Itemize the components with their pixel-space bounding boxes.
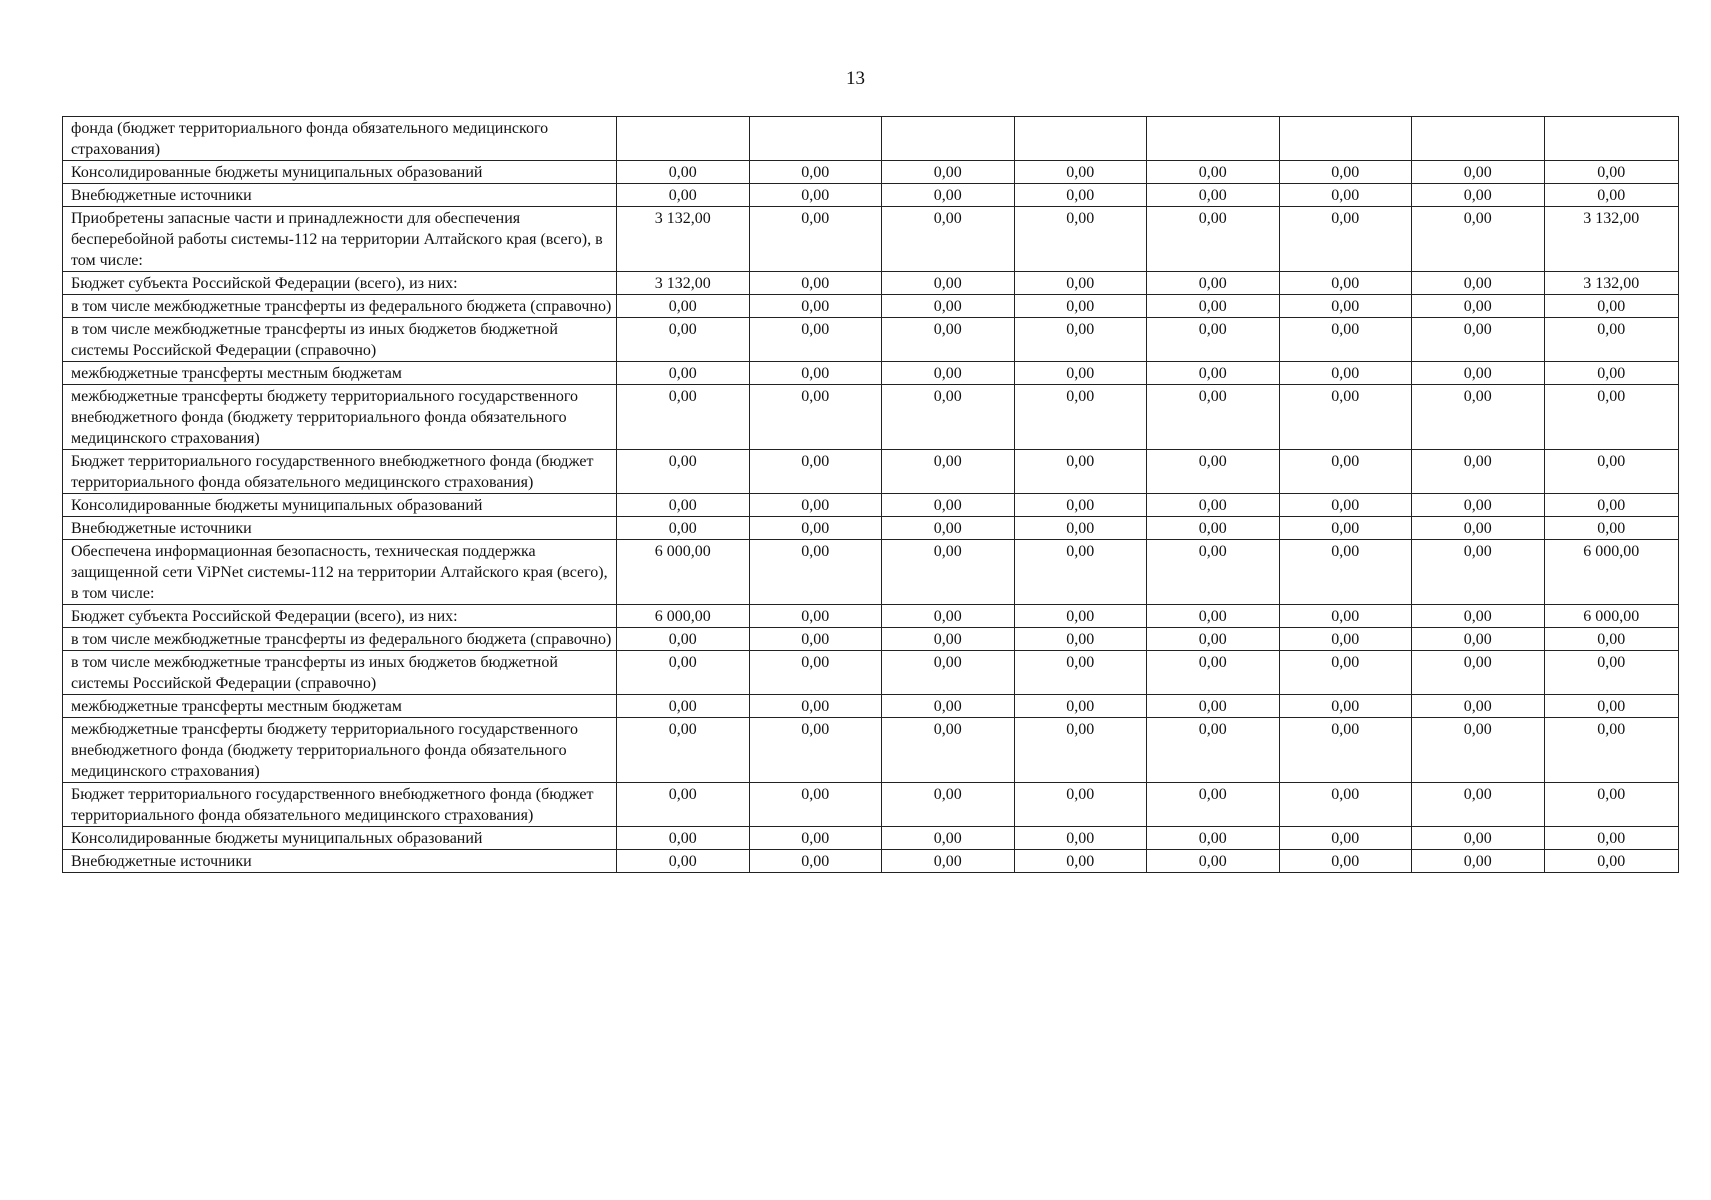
value-cell: 0,00 <box>1544 494 1679 517</box>
value-cell: 0,00 <box>1544 850 1679 873</box>
row-label: Внебюджетные источники <box>63 184 617 207</box>
value-cell: 0,00 <box>749 385 882 450</box>
value-cell: 0,00 <box>1014 362 1147 385</box>
value-cell: 0,00 <box>1412 827 1545 850</box>
budget-table-body <box>63 117 1679 873</box>
value-cell: 0,00 <box>1412 272 1545 295</box>
value-cell: 0,00 <box>882 850 1015 873</box>
page-number: 13 <box>846 68 865 89</box>
value-cell: 0,00 <box>1279 850 1412 873</box>
value-cell: 0,00 <box>1279 207 1412 272</box>
value-cell: 0,00 <box>1412 850 1545 873</box>
table-row <box>63 540 1679 605</box>
value-cell: 0,00 <box>1279 385 1412 450</box>
value-cell: 0,00 <box>749 494 882 517</box>
value-cell: 6 000,00 <box>1544 540 1679 605</box>
value-cell: 0,00 <box>617 318 750 362</box>
row-label: Консолидированные бюджеты муниципальных образований <box>63 494 617 517</box>
row-label: в том числе межбюджетные трансферты из иных бюджетов бюджетной системы Российской Федерации (справочно) <box>63 318 617 362</box>
value-cell <box>749 117 882 161</box>
value-cell: 0,00 <box>882 605 1015 628</box>
value-cell <box>1014 117 1147 161</box>
table-row <box>63 718 1679 783</box>
value-cell: 0,00 <box>1147 850 1280 873</box>
value-cell: 0,00 <box>882 450 1015 494</box>
value-cell: 0,00 <box>749 362 882 385</box>
value-cell: 0,00 <box>749 517 882 540</box>
value-cell: 0,00 <box>882 695 1015 718</box>
value-cell: 0,00 <box>1147 295 1280 318</box>
value-cell: 0,00 <box>617 362 750 385</box>
value-cell: 0,00 <box>1147 318 1280 362</box>
value-cell: 3 132,00 <box>1544 207 1679 272</box>
value-cell: 0,00 <box>617 827 750 850</box>
value-cell: 0,00 <box>617 494 750 517</box>
table-row <box>63 385 1679 450</box>
value-cell: 0,00 <box>1412 161 1545 184</box>
value-cell: 0,00 <box>1279 362 1412 385</box>
value-cell: 0,00 <box>1544 362 1679 385</box>
table-row <box>63 295 1679 318</box>
table-row <box>63 605 1679 628</box>
table-row <box>63 850 1679 873</box>
row-label: Бюджет территориального государственного внебюджетного фонда (бюджет территориального фонда обязательного медицинского страхования) <box>63 783 617 827</box>
value-cell: 0,00 <box>1014 783 1147 827</box>
table-row <box>63 450 1679 494</box>
row-label: Консолидированные бюджеты муниципальных образований <box>63 827 617 850</box>
value-cell <box>1412 117 1545 161</box>
value-cell: 0,00 <box>1412 184 1545 207</box>
value-cell: 0,00 <box>882 783 1015 827</box>
value-cell: 3 132,00 <box>617 272 750 295</box>
value-cell: 0,00 <box>1544 184 1679 207</box>
row-label: в том числе межбюджетные трансферты из федерального бюджета (справочно) <box>63 628 617 651</box>
value-cell: 0,00 <box>882 385 1015 450</box>
value-cell <box>1279 117 1412 161</box>
value-cell: 0,00 <box>1014 718 1147 783</box>
value-cell: 0,00 <box>1147 651 1280 695</box>
value-cell: 0,00 <box>749 295 882 318</box>
value-cell: 0,00 <box>882 362 1015 385</box>
row-label: Внебюджетные источники <box>63 850 617 873</box>
value-cell: 0,00 <box>1544 385 1679 450</box>
value-cell: 0,00 <box>882 184 1015 207</box>
value-cell: 0,00 <box>1412 605 1545 628</box>
value-cell: 0,00 <box>1412 628 1545 651</box>
table-row <box>63 695 1679 718</box>
row-label: Бюджет субъекта Российской Федерации (всего), из них: <box>63 272 617 295</box>
value-cell: 0,00 <box>1279 651 1412 695</box>
row-label: Консолидированные бюджеты муниципальных образований <box>63 161 617 184</box>
value-cell: 0,00 <box>1412 718 1545 783</box>
value-cell: 0,00 <box>1147 695 1280 718</box>
value-cell: 0,00 <box>1412 295 1545 318</box>
value-cell: 0,00 <box>1544 450 1679 494</box>
row-label: Бюджет субъекта Российской Федерации (всего), из них: <box>63 605 617 628</box>
row-label: межбюджетные трансферты местным бюджетам <box>63 695 617 718</box>
value-cell: 0,00 <box>1544 161 1679 184</box>
value-cell <box>617 117 750 161</box>
value-cell: 0,00 <box>1014 695 1147 718</box>
value-cell: 0,00 <box>1147 540 1280 605</box>
value-cell: 0,00 <box>749 718 882 783</box>
value-cell: 0,00 <box>1014 385 1147 450</box>
value-cell: 0,00 <box>749 318 882 362</box>
value-cell: 0,00 <box>1279 540 1412 605</box>
value-cell: 0,00 <box>749 184 882 207</box>
table-row <box>63 628 1679 651</box>
value-cell: 0,00 <box>1147 517 1280 540</box>
value-cell: 0,00 <box>749 450 882 494</box>
value-cell: 0,00 <box>1412 318 1545 362</box>
value-cell: 0,00 <box>749 827 882 850</box>
value-cell: 0,00 <box>882 718 1015 783</box>
value-cell: 0,00 <box>1014 295 1147 318</box>
value-cell: 0,00 <box>1147 362 1280 385</box>
value-cell: 0,00 <box>749 695 882 718</box>
table-row <box>63 161 1679 184</box>
row-label: межбюджетные трансферты бюджету территориального государственного внебюджетного фонда (бюджету территориального фонда обязательного медицинского страхования) <box>63 718 617 783</box>
value-cell: 0,00 <box>1279 605 1412 628</box>
value-cell: 0,00 <box>1279 272 1412 295</box>
value-cell: 0,00 <box>1014 272 1147 295</box>
value-cell: 0,00 <box>1279 517 1412 540</box>
value-cell: 0,00 <box>749 850 882 873</box>
value-cell: 0,00 <box>1544 651 1679 695</box>
value-cell: 0,00 <box>1544 783 1679 827</box>
value-cell: 0,00 <box>882 540 1015 605</box>
value-cell: 0,00 <box>1147 385 1280 450</box>
value-cell: 0,00 <box>1279 494 1412 517</box>
value-cell <box>1544 117 1679 161</box>
value-cell: 0,00 <box>882 295 1015 318</box>
table-row <box>63 783 1679 827</box>
value-cell: 0,00 <box>617 517 750 540</box>
value-cell: 0,00 <box>1544 295 1679 318</box>
value-cell: 3 132,00 <box>617 207 750 272</box>
table-row <box>63 517 1679 540</box>
value-cell: 0,00 <box>1014 318 1147 362</box>
value-cell: 0,00 <box>882 827 1015 850</box>
value-cell: 0,00 <box>1544 628 1679 651</box>
value-cell: 0,00 <box>749 272 882 295</box>
table-row <box>63 827 1679 850</box>
value-cell: 0,00 <box>1279 295 1412 318</box>
value-cell: 0,00 <box>1014 161 1147 184</box>
table-row <box>63 651 1679 695</box>
value-cell: 0,00 <box>1279 318 1412 362</box>
value-cell: 0,00 <box>1014 827 1147 850</box>
value-cell: 0,00 <box>882 318 1015 362</box>
value-cell: 6 000,00 <box>617 605 750 628</box>
value-cell: 0,00 <box>617 450 750 494</box>
value-cell <box>882 117 1015 161</box>
value-cell: 0,00 <box>1279 628 1412 651</box>
value-cell: 0,00 <box>617 783 750 827</box>
value-cell: 0,00 <box>749 605 882 628</box>
row-label: в том числе межбюджетные трансферты из иных бюджетов бюджетной системы Российской Федерации (справочно) <box>63 651 617 695</box>
value-cell: 0,00 <box>617 850 750 873</box>
value-cell: 0,00 <box>1147 184 1280 207</box>
value-cell: 0,00 <box>882 161 1015 184</box>
table-row <box>63 272 1679 295</box>
value-cell: 0,00 <box>1279 184 1412 207</box>
value-cell: 0,00 <box>617 695 750 718</box>
row-label: Бюджет территориального государственного внебюджетного фонда (бюджет территориального фонда обязательного медицинского страхования) <box>63 450 617 494</box>
value-cell: 0,00 <box>749 651 882 695</box>
value-cell: 0,00 <box>882 272 1015 295</box>
value-cell: 0,00 <box>1014 850 1147 873</box>
value-cell: 0,00 <box>1412 494 1545 517</box>
budget-table <box>62 116 1679 873</box>
value-cell: 0,00 <box>617 651 750 695</box>
table-row <box>63 117 1679 161</box>
value-cell: 0,00 <box>749 783 882 827</box>
table-row <box>63 494 1679 517</box>
value-cell: 0,00 <box>1279 718 1412 783</box>
value-cell: 0,00 <box>1544 827 1679 850</box>
value-cell: 0,00 <box>1014 628 1147 651</box>
value-cell: 0,00 <box>1147 605 1280 628</box>
value-cell: 0,00 <box>1412 540 1545 605</box>
table-row <box>63 207 1679 272</box>
value-cell: 6 000,00 <box>1544 605 1679 628</box>
value-cell: 0,00 <box>1412 695 1545 718</box>
value-cell: 0,00 <box>1412 362 1545 385</box>
value-cell: 0,00 <box>1014 605 1147 628</box>
value-cell: 0,00 <box>1147 628 1280 651</box>
row-label: в том числе межбюджетные трансферты из федерального бюджета (справочно) <box>63 295 617 318</box>
value-cell: 0,00 <box>882 207 1015 272</box>
value-cell: 0,00 <box>1412 517 1545 540</box>
value-cell: 0,00 <box>617 718 750 783</box>
value-cell: 0,00 <box>1014 207 1147 272</box>
value-cell: 0,00 <box>617 628 750 651</box>
value-cell: 0,00 <box>1014 651 1147 695</box>
value-cell: 0,00 <box>1412 651 1545 695</box>
value-cell: 0,00 <box>1412 385 1545 450</box>
value-cell <box>1147 117 1280 161</box>
value-cell: 0,00 <box>1014 450 1147 494</box>
value-cell: 0,00 <box>617 184 750 207</box>
value-cell: 0,00 <box>1544 318 1679 362</box>
value-cell: 0,00 <box>1279 827 1412 850</box>
value-cell: 0,00 <box>1544 718 1679 783</box>
value-cell: 0,00 <box>1279 450 1412 494</box>
value-cell: 0,00 <box>1147 827 1280 850</box>
row-label: межбюджетные трансферты бюджету территориального государственного внебюджетного фонда (бюджету территориального фонда обязательного медицинского страхования) <box>63 385 617 450</box>
value-cell: 0,00 <box>617 295 750 318</box>
value-cell: 0,00 <box>1014 184 1147 207</box>
value-cell: 0,00 <box>1279 695 1412 718</box>
value-cell: 6 000,00 <box>617 540 750 605</box>
value-cell: 0,00 <box>1014 494 1147 517</box>
value-cell: 0,00 <box>617 385 750 450</box>
value-cell: 0,00 <box>1412 450 1545 494</box>
value-cell: 3 132,00 <box>1544 272 1679 295</box>
row-label: Обеспечена информационная безопасность, техническая поддержка защищенной сети ViPNet системы-112 на территории Алтайского края (всего), в том числе: <box>63 540 617 605</box>
value-cell: 0,00 <box>1147 494 1280 517</box>
value-cell: 0,00 <box>1014 540 1147 605</box>
value-cell: 0,00 <box>1147 272 1280 295</box>
value-cell: 0,00 <box>1279 161 1412 184</box>
value-cell: 0,00 <box>882 628 1015 651</box>
value-cell: 0,00 <box>1147 718 1280 783</box>
value-cell: 0,00 <box>1544 517 1679 540</box>
value-cell: 0,00 <box>1014 517 1147 540</box>
value-cell: 0,00 <box>1412 207 1545 272</box>
value-cell: 0,00 <box>882 494 1015 517</box>
value-cell: 0,00 <box>1147 450 1280 494</box>
value-cell: 0,00 <box>882 517 1015 540</box>
value-cell: 0,00 <box>1279 783 1412 827</box>
value-cell: 0,00 <box>1147 783 1280 827</box>
table-row <box>63 362 1679 385</box>
value-cell: 0,00 <box>749 207 882 272</box>
value-cell: 0,00 <box>617 161 750 184</box>
value-cell: 0,00 <box>749 161 882 184</box>
table-row <box>63 184 1679 207</box>
value-cell: 0,00 <box>749 628 882 651</box>
row-label: фонда (бюджет территориального фонда обязательного медицинского страхования) <box>63 117 617 161</box>
row-label: Внебюджетные источники <box>63 517 617 540</box>
value-cell: 0,00 <box>1147 161 1280 184</box>
value-cell: 0,00 <box>749 540 882 605</box>
value-cell: 0,00 <box>1412 783 1545 827</box>
row-label: межбюджетные трансферты местным бюджетам <box>63 362 617 385</box>
row-label: Приобретены запасные части и принадлежности для обеспечения бесперебойной работы системы-112 на территории Алтайского края (всего), в том числе: <box>63 207 617 272</box>
value-cell: 0,00 <box>1147 207 1280 272</box>
table-row <box>63 318 1679 362</box>
value-cell: 0,00 <box>882 651 1015 695</box>
value-cell: 0,00 <box>1544 695 1679 718</box>
